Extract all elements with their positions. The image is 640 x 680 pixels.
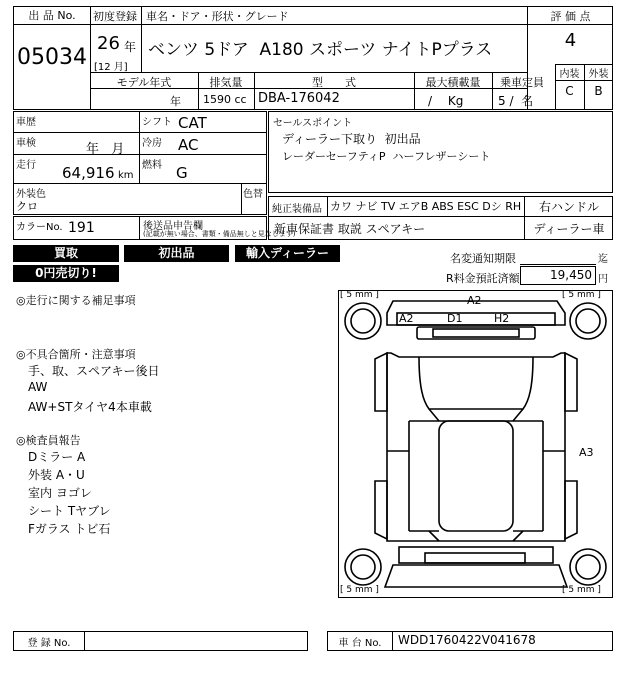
first-reg-year-unit: 年 <box>124 40 137 54</box>
shift-label: シフト <box>142 117 172 128</box>
damage-grille-a2: A2 <box>399 312 414 325</box>
badge-zero: 0円売切り! <box>13 265 119 282</box>
score-value: 4 <box>564 30 577 51</box>
car-diagram-svg <box>339 291 612 597</box>
ac-label: 冷房 <box>142 138 162 149</box>
model-year-label: モデル年式 <box>116 76 172 89</box>
inspector-line-4: シート Tヤブレ <box>28 504 111 518</box>
car-name: ベンツ 5ドア A180 スポーツ ナイトPプラス <box>148 40 493 60</box>
mileage-unit: km <box>118 170 134 181</box>
lot-no-value: 05034 <box>17 45 87 70</box>
load-label: 最大積載量 <box>425 76 481 89</box>
equip-value: カワ ナビ TV エアB ABS ESC Dシ RH <box>330 200 522 213</box>
reg-no-label: 登 録 No. <box>27 638 71 649</box>
mileage-value: 64,916 <box>62 164 115 182</box>
warranty-value: 新車保証書 取説 スペアキー <box>274 222 426 236</box>
ac-value: AC <box>178 136 199 154</box>
equip-label: 純正装備品 <box>272 204 322 215</box>
recycle-value: 19,450 <box>550 268 592 282</box>
defect-line-3: AW+STタイヤ4本車載 <box>28 400 152 414</box>
color-no-label: カラーNo. <box>16 222 63 233</box>
ext-color-value: クロ <box>16 200 38 213</box>
first-reg-month: [12 月] <box>94 62 128 73</box>
color-no-value: 191 <box>68 220 95 236</box>
mileage-label: 走行 <box>16 160 36 171</box>
inspector-title: ◎検査員報告 <box>16 434 81 447</box>
inspection-label: 車検 <box>16 138 36 149</box>
load-value: / Kg <box>428 94 464 108</box>
specs-block <box>13 111 267 215</box>
interior-label: 内装 <box>559 69 580 80</box>
handle-value: 右ハンドル <box>538 200 599 214</box>
tire-fl-label: [ 5 mm ] <box>340 290 379 300</box>
chassis-label: 車 台 No. <box>338 638 382 649</box>
score-label: 評 価 点 <box>550 10 591 23</box>
damage-side-a3: A3 <box>579 446 594 459</box>
deadline-unit: 迄 <box>598 254 608 265</box>
first-reg-label: 初度登録 <box>93 10 137 23</box>
inspector-line-3: 室内 ヨゴレ <box>28 486 92 500</box>
badge-first: 初出品 <box>124 245 229 262</box>
type-value: DBA-176042 <box>258 91 340 106</box>
type-label: 型 式 <box>312 76 356 89</box>
sales-label: セールスポイント <box>273 118 353 129</box>
history-label: 車歴 <box>16 117 36 128</box>
badge-buy: 買取 <box>13 245 119 262</box>
damage-grille-h2: H2 <box>494 312 510 325</box>
capacity-label: 乗車定員 <box>500 76 544 89</box>
defect-line-1: 手、取、スペアキー後日 <box>28 364 160 378</box>
post-report-note: (記載が無い場合、書類・備品無しと見なします) <box>143 230 296 238</box>
lot-no-label: 出 品 No. <box>14 7 90 25</box>
tire-rl-label: [ 5 mm ] <box>340 585 379 595</box>
capacity-value: 5 / 名 <box>498 94 534 108</box>
displacement-label: 排気量 <box>209 76 243 89</box>
inspector-line-2: 外装 A・U <box>28 468 85 482</box>
recycle-unit: 円 <box>598 274 608 285</box>
damage-grille-d1: D1 <box>447 312 463 325</box>
ext-color-label: 外装色 <box>16 189 46 200</box>
recycle-label: R料金預託済額 <box>446 272 520 285</box>
model-year-unit: 年 <box>170 95 181 108</box>
post-report-label: 後送品申告欄 <box>143 221 203 232</box>
inspection-value: 年 月 <box>86 142 125 157</box>
shift-value: CAT <box>178 114 207 132</box>
fuel-value: G <box>176 164 188 182</box>
exterior-label: 外装 <box>588 69 609 80</box>
first-reg-year: 26 <box>97 33 120 54</box>
car-diagram <box>338 290 613 598</box>
deadline-box <box>520 247 596 265</box>
exterior-grade: B <box>594 84 603 98</box>
inspector-line-5: Fガラス トビ石 <box>28 522 111 536</box>
sales-line-1: ディーラー下取り 初出品 <box>282 132 421 146</box>
damage-front-a2: A2 <box>467 294 482 307</box>
defect-title: ◎不具合箇所・注意事項 <box>16 348 136 361</box>
tire-fr-label: [ 5 mm ] <box>562 290 601 300</box>
interior-grade: C <box>565 84 574 98</box>
driving-title: ◎走行に関する補足事項 <box>16 294 136 307</box>
fuel-label: 燃料 <box>142 160 162 171</box>
tire-rr-label: [ 5 mm ] <box>562 585 601 595</box>
displacement-value: 1590 cc <box>203 93 247 106</box>
deadline-label: 名変通知期限 <box>450 252 516 265</box>
inspector-line-1: Dミラー A <box>28 450 86 464</box>
chassis-value: WDD1760422V041678 <box>398 633 536 647</box>
repaint-label: 色替 <box>243 189 263 200</box>
car-name-label: 車名・ドア・形状・グレード <box>146 10 289 23</box>
defect-line-2: AW <box>28 380 48 394</box>
dealer-value: ディーラー車 <box>533 222 605 236</box>
badge-import: 輸入ディーラー <box>235 245 340 262</box>
sales-line-2: レーダーセーフティP ハーフレザーシート <box>282 150 491 163</box>
